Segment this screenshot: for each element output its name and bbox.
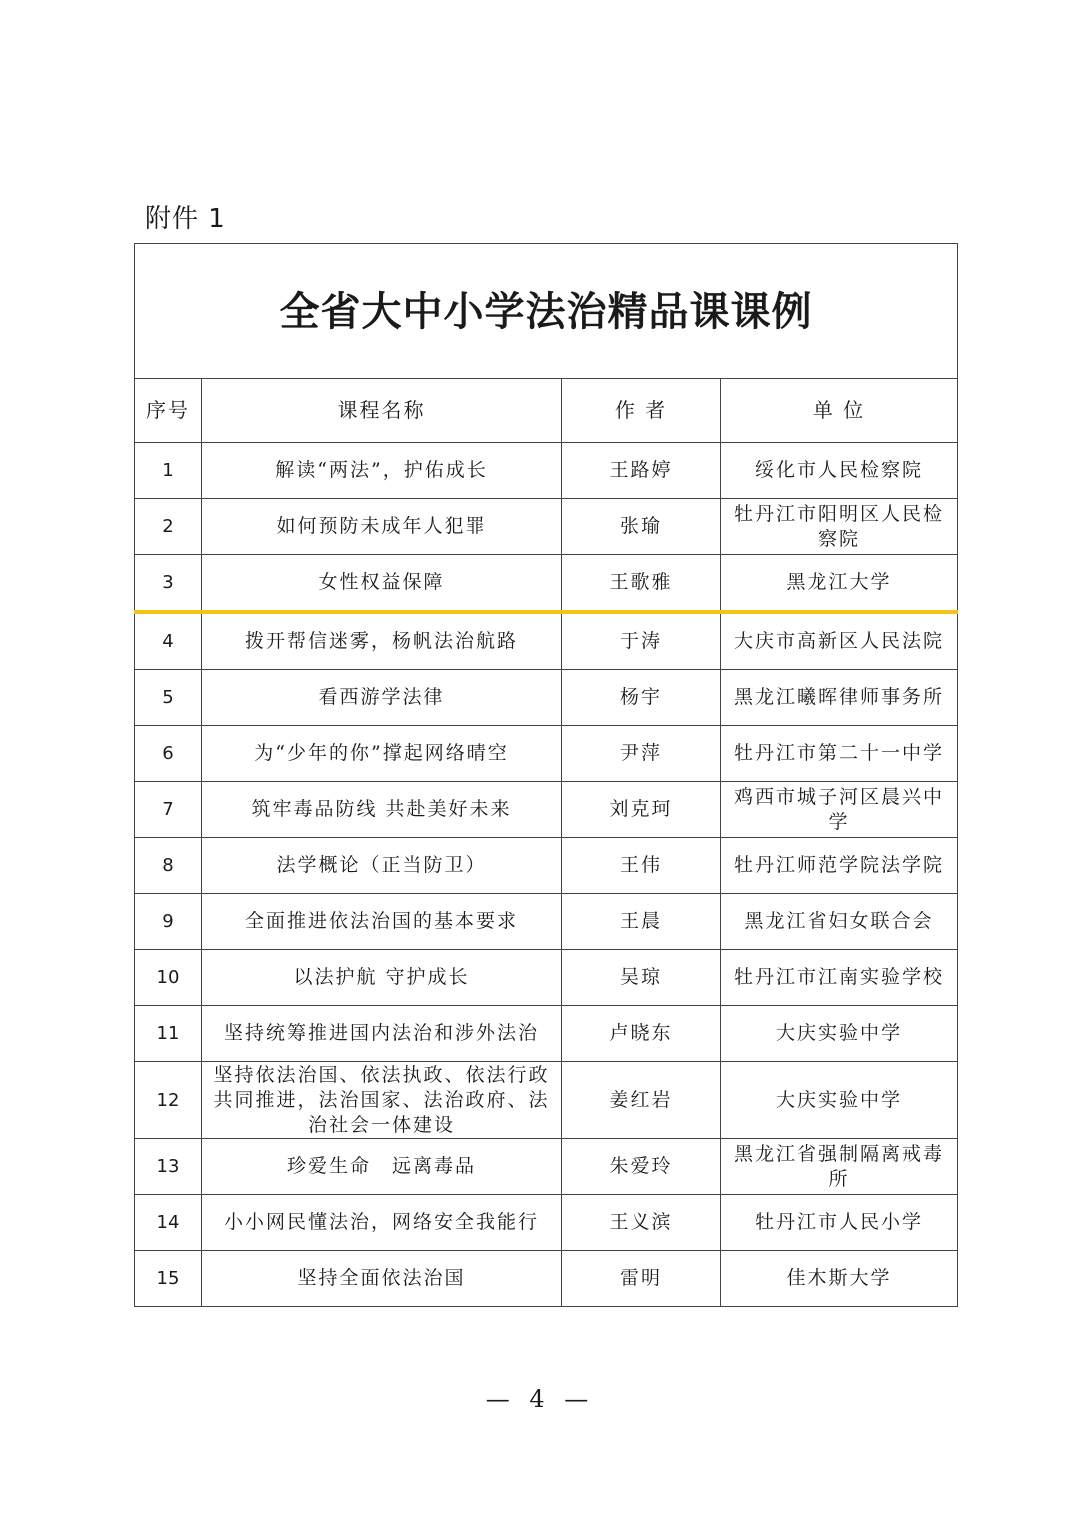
cell-no: 11 [135, 1006, 202, 1062]
cell-course: 筑牢毒品防线 共赴美好未来 [202, 782, 562, 838]
cell-no: 1 [135, 443, 202, 499]
cell-course: 以法护航 守护成长 [202, 950, 562, 1006]
table-row [135, 612, 958, 670]
cell-author: 吴琼 [562, 950, 721, 1006]
cell-course: 法学概论（正当防卫） [202, 838, 562, 894]
cell-course: 小小网民懂法治，网络安全我能行 [202, 1195, 562, 1251]
cell-author: 杨宇 [562, 670, 721, 726]
table-title: 全省大中小学法治精品课课例 [135, 244, 958, 379]
cell-no: 6 [135, 726, 202, 782]
header-author: 作 者 [562, 379, 721, 443]
cell-author: 朱爱玲 [562, 1139, 721, 1195]
cell-no: 3 [135, 555, 202, 613]
table-row [135, 670, 958, 726]
cell-author: 王路婷 [562, 443, 721, 499]
cell-author: 王歌雅 [562, 555, 721, 613]
header-unit: 单 位 [721, 379, 958, 443]
cell-course: 拨开帮信迷雾，杨帆法治航路 [202, 612, 562, 670]
cell-author: 雷明 [562, 1251, 721, 1307]
cell-author: 张瑜 [562, 499, 721, 555]
cell-author: 刘克珂 [562, 782, 721, 838]
cell-course: 看西游学法律 [202, 670, 562, 726]
cell-unit: 鸡西市城子河区晨兴中学 [721, 782, 958, 838]
cell-unit: 牡丹江市第二十一中学 [721, 726, 958, 782]
cell-no: 15 [135, 1251, 202, 1307]
cell-author: 王伟 [562, 838, 721, 894]
cell-unit: 黑龙江省妇女联合会 [721, 894, 958, 950]
cell-course: 解读“两法”，护佑成长 [202, 443, 562, 499]
cell-no: 12 [135, 1062, 202, 1139]
attachment-label: 附件 1 [145, 204, 226, 234]
cell-author: 姜红岩 [562, 1062, 721, 1139]
cell-author: 王义滨 [562, 1195, 721, 1251]
header-no: 序号 [135, 379, 202, 443]
cell-unit: 牡丹江市人民小学 [721, 1195, 958, 1251]
cell-course: 珍爱生命 远离毒品 [202, 1139, 562, 1195]
table-row [135, 894, 958, 950]
table-row [135, 1251, 958, 1307]
table-row [135, 726, 958, 782]
table-row [135, 838, 958, 894]
cell-unit: 牡丹江市阳明区人民检察院 [721, 499, 958, 555]
cell-course: 如何预防未成年人犯罪 [202, 499, 562, 555]
table-row [135, 1195, 958, 1251]
cell-no: 7 [135, 782, 202, 838]
cell-course: 坚持全面依法治国 [202, 1251, 562, 1307]
cell-no: 2 [135, 499, 202, 555]
cell-course: 坚持统筹推进国内法治和涉外法治 [202, 1006, 562, 1062]
cell-author: 尹萍 [562, 726, 721, 782]
cell-no: 4 [135, 612, 202, 670]
cell-no: 13 [135, 1139, 202, 1195]
cell-no: 10 [135, 950, 202, 1006]
cell-unit: 绥化市人民检察院 [721, 443, 958, 499]
cell-course: 坚持依法治国、依法执政、依法行政共同推进，法治国家、法治政府、法治社会一体建设 [202, 1062, 562, 1139]
cell-unit: 大庆实验中学 [721, 1062, 958, 1139]
cell-course: 全面推进依法治国的基本要求 [202, 894, 562, 950]
cell-no: 5 [135, 670, 202, 726]
table-row [135, 1139, 958, 1195]
cell-course: 女性权益保障 [202, 555, 562, 613]
cell-unit: 黑龙江省强制隔离戒毒所 [721, 1139, 958, 1195]
header-course: 课程名称 [202, 379, 562, 443]
cell-author: 卢晓东 [562, 1006, 721, 1062]
cell-course: 为“少年的你”撑起网络晴空 [202, 726, 562, 782]
cell-author: 王晨 [562, 894, 721, 950]
cell-no: 9 [135, 894, 202, 950]
cell-unit: 牡丹江师范学院法学院 [721, 838, 958, 894]
cell-unit: 黑龙江曦晖律师事务所 [721, 670, 958, 726]
table-row [135, 555, 958, 613]
cell-unit: 佳木斯大学 [721, 1251, 958, 1307]
cell-unit: 大庆实验中学 [721, 1006, 958, 1062]
table-row [135, 1006, 958, 1062]
table-row [135, 443, 958, 499]
cell-no: 14 [135, 1195, 202, 1251]
cell-no: 8 [135, 838, 202, 894]
table-row [135, 950, 958, 1006]
page-number: — 4 — [485, 1385, 595, 1413]
table-body [135, 443, 958, 1307]
course-table [134, 243, 958, 1307]
table-header-row [135, 379, 958, 443]
cell-author: 于涛 [562, 612, 721, 670]
cell-unit: 大庆市高新区人民法院 [721, 612, 958, 670]
table-row [135, 782, 958, 838]
cell-unit: 牡丹江市江南实验学校 [721, 950, 958, 1006]
table-row [135, 499, 958, 555]
cell-unit: 黑龙江大学 [721, 555, 958, 613]
table-row [135, 1062, 958, 1139]
